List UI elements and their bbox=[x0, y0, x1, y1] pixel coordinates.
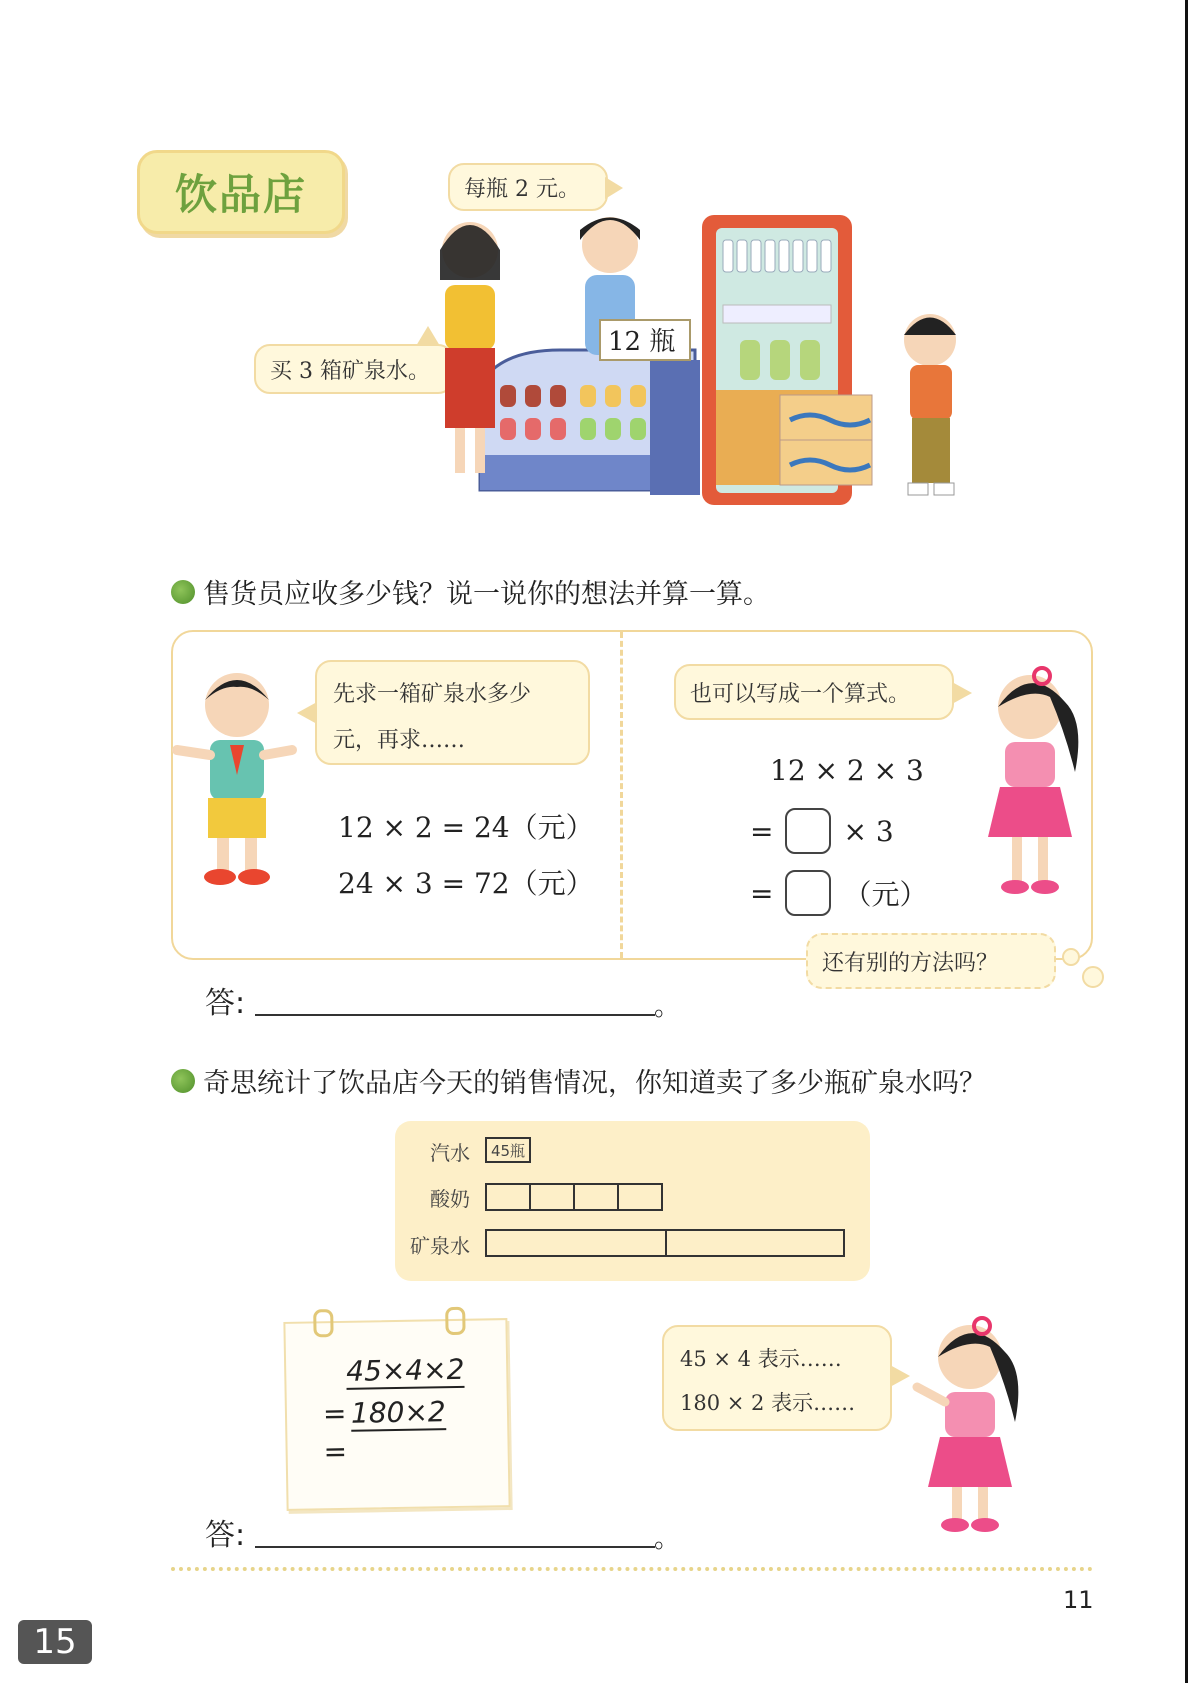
note-line-2: 180×2 bbox=[350, 1395, 446, 1430]
hint-bubble-dot bbox=[1082, 966, 1104, 988]
page-number: 11 bbox=[1063, 1586, 1094, 1614]
combined-step-2 bbox=[750, 808, 894, 854]
bottle-box-label: 12 瓶 bbox=[608, 327, 676, 357]
bar-water-segment bbox=[485, 1229, 667, 1257]
method-panel bbox=[171, 630, 1093, 960]
price-bubble-text: 每瓶 2 元。 bbox=[464, 176, 580, 202]
answer-label-1: 答: bbox=[205, 986, 246, 1021]
girl-thought-bubble bbox=[674, 664, 954, 720]
ice-cream-freezer-illustration bbox=[480, 350, 700, 495]
girl-bubble-text: 也可以写成一个算式。 bbox=[690, 681, 911, 707]
hint-bubble bbox=[806, 933, 1056, 989]
question-1-text: 售货员应收多少钱？说一说你的想法并算一算。 bbox=[203, 579, 770, 610]
question-2 bbox=[171, 1061, 986, 1100]
girl-student-illustration bbox=[980, 662, 1090, 902]
combined-step-3 bbox=[750, 870, 927, 916]
bar-yogurt-segment bbox=[529, 1183, 575, 1211]
page-edge bbox=[1185, 0, 1188, 1683]
buy-bubble-text: 买 3 箱矿泉水。 bbox=[270, 358, 430, 384]
equals-sign: = bbox=[750, 814, 774, 848]
bullet-dot-icon bbox=[171, 580, 195, 604]
boy-customer-illustration bbox=[904, 314, 956, 495]
answer-blank-box-1[interactable] bbox=[785, 808, 831, 854]
times-three: × 3 bbox=[843, 814, 894, 848]
answer-label-2: 答: bbox=[205, 1518, 246, 1553]
sales-bar-diagram bbox=[395, 1121, 870, 1281]
bar-yogurt-segment bbox=[573, 1183, 619, 1211]
hint-bubble-dot bbox=[1062, 948, 1080, 966]
bar-label-water: 矿泉水 bbox=[410, 1234, 470, 1258]
question-1 bbox=[171, 572, 770, 611]
shop-scene-illustration bbox=[440, 200, 1000, 540]
section-title-tag bbox=[137, 150, 345, 234]
explain-line-1: 45 × 4 表示…… bbox=[680, 1347, 842, 1371]
buy-bubble bbox=[254, 344, 454, 394]
answer-blank-box-2[interactable] bbox=[785, 870, 831, 916]
equals-sign: = bbox=[750, 876, 774, 910]
note-ring-icon bbox=[445, 1307, 465, 1335]
boy-bubble-line-2: 元，再求…… bbox=[333, 728, 466, 753]
girl-explain-bubble bbox=[662, 1325, 892, 1431]
boy-bubble-line-1: 先求一箱矿泉水多少 bbox=[333, 682, 532, 707]
bullet-dot-icon bbox=[171, 1069, 195, 1093]
note-ring-icon bbox=[313, 1309, 333, 1337]
bar-yogurt-segment bbox=[485, 1183, 531, 1211]
note-equals-1: = bbox=[322, 1396, 347, 1431]
bar-yogurt-segment bbox=[617, 1183, 663, 1211]
footer-divider bbox=[171, 1567, 1093, 1571]
note-equals-2: = bbox=[323, 1434, 348, 1469]
girl-explainer-illustration bbox=[912, 1312, 1037, 1537]
question-2-text: 奇思统计了饮品店今天的销售情况，你知道卖了多少瓶矿泉水吗？ bbox=[203, 1068, 986, 1099]
bar-soda-value: 45瓶 bbox=[490, 1141, 526, 1160]
panel-divider bbox=[620, 632, 623, 958]
note-line-1: 45×4×2 bbox=[345, 1352, 465, 1388]
answer-period-2: 。 bbox=[654, 1524, 681, 1554]
section-title: 饮品店 bbox=[174, 170, 307, 219]
hint-bubble-text: 还有别的方法吗？ bbox=[822, 950, 999, 976]
equation-step-1: 12 × 2 = 24（元） bbox=[338, 811, 594, 844]
answer-period-1: 。 bbox=[654, 992, 681, 1022]
working-note-card bbox=[283, 1318, 510, 1511]
boy-thought-bubble bbox=[315, 660, 590, 765]
equation-step-2: 24 × 3 = 72（元） bbox=[338, 867, 594, 900]
bar-label-soda: 汽水 bbox=[430, 1141, 470, 1165]
answer-line-1[interactable] bbox=[255, 1014, 655, 1016]
bar-water-segment bbox=[665, 1229, 845, 1257]
explain-line-2: 180 × 2 表示…… bbox=[680, 1391, 856, 1415]
bar-label-yogurt: 酸奶 bbox=[430, 1187, 470, 1211]
water-crates-illustration bbox=[780, 395, 872, 485]
yuan-unit: （元） bbox=[843, 878, 928, 911]
answer-line-2[interactable] bbox=[255, 1546, 655, 1548]
combined-equation: 12 × 2 × 3 bbox=[770, 754, 924, 787]
bar-soda-45 bbox=[485, 1137, 531, 1163]
boy-student-illustration bbox=[172, 665, 302, 895]
page-badge: 15 bbox=[18, 1620, 92, 1664]
